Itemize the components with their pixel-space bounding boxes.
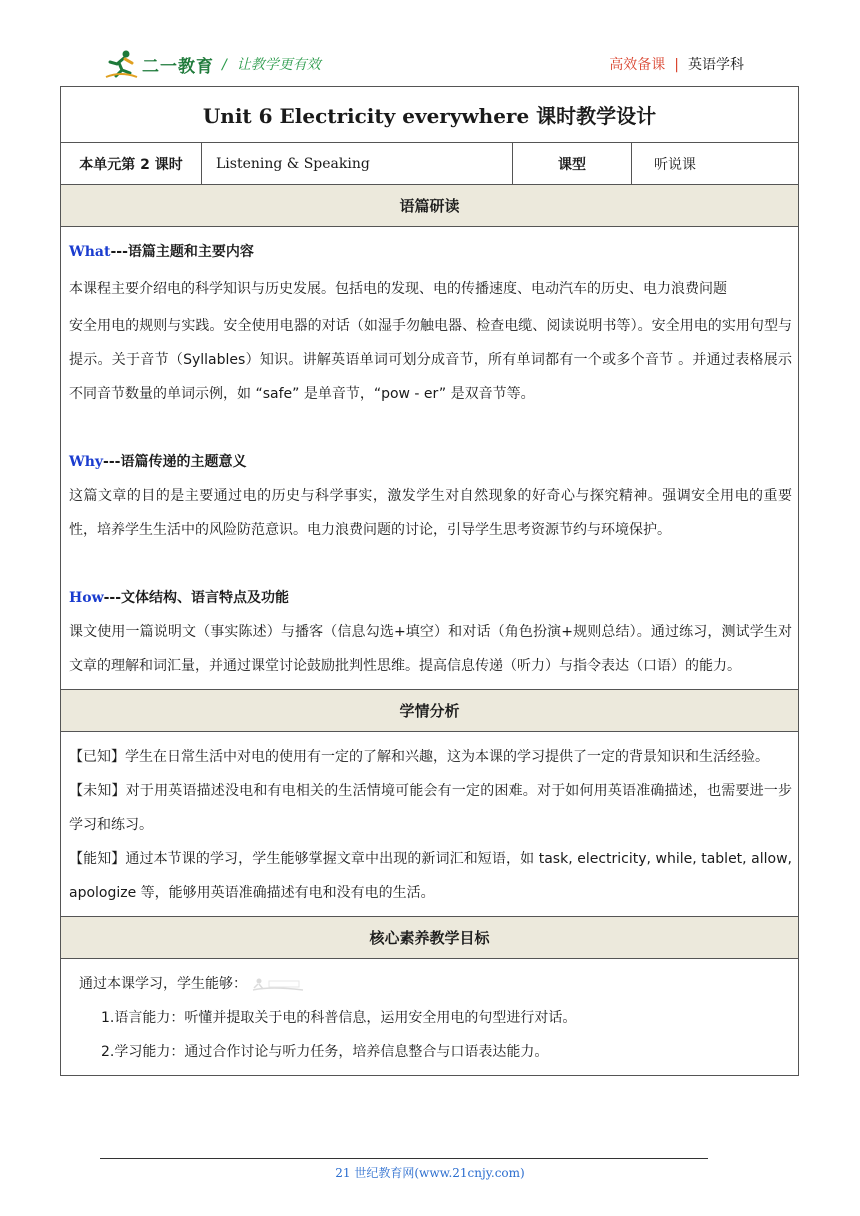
goal-1: 1.语言能力：听懂并提取关于电的科普信息，运用安全用电的句型进行对话。: [101, 1010, 577, 1026]
what-line-1: 本课程主要介绍电的科学知识与历史发展。包括电的发现、电的传播速度、电动汽车的历史、电力浪费问题: [69, 281, 727, 297]
slogan-text: 让教学更有效: [236, 57, 321, 73]
lesson-plan-table: [60, 86, 799, 1076]
page-header: [0, 0, 860, 86]
why-text: 这篇文章的目的是主要通过电的历史与科学事实，激发学生对自然现象的好奇心与探究精神。强调安全用电的重要性，培养学生生活中的风险防范意识。电力浪费问题的讨论，引导学生思考资源节约与环境保护。: [69, 488, 792, 538]
what-line-2: 安全用电的规则与实践。安全使用电器的对话（如湿手勿触电器、检查电缆、阅读说明书等）。安全用电的实用句型与提示。关于音节（Syllables）知识。讲解英语单词可划分成音节，所有单词都有一个或多个音节 。并通过表格展示不同音节数量的单词示例，如 “safe” 是单音节，“pow - er” 是双音节等。: [69, 318, 792, 402]
how-label: How---文体结构、语言特点及功能: [69, 590, 290, 606]
spacer: [69, 411, 792, 445]
header-tag: 高效备课: [609, 57, 666, 73]
header-subject: 英语学科: [688, 57, 744, 73]
section-heading-learner-analysis: 学情分析: [61, 690, 798, 732]
why-label: Why---语篇传递的主题意义: [69, 454, 247, 470]
header-right: [609, 54, 744, 74]
header-separator: |: [674, 57, 679, 73]
type-value: 听说课: [654, 156, 696, 173]
what-label: What---语篇主题和主要内容: [69, 244, 254, 260]
able-text: 【能知】通过本节课的学习，学生能够掌握文章中出现的新词汇和短语，如 task, electricity, while, tablet, allow, apologize 等，能够用英语准确描述有电和没有电的生活。: [69, 851, 792, 901]
type-label: 课型: [513, 143, 632, 184]
slogan: [222, 54, 321, 74]
how-text: 课文使用一篇说明文（事实陈述）与播客（信息勾选+填空）和对话（角色扮演+规则总结）。通过练习，测试学生对文章的理解和词汇量，并通过课堂讨论鼓励批判性思维。提高信息传递（听力）与指令表达（口语）的能力。: [69, 624, 792, 674]
footer-divider: [100, 1158, 708, 1159]
section-heading-text-study: 语篇研读: [61, 185, 798, 227]
info-row: [61, 143, 798, 185]
watermark-logo-icon: [251, 976, 305, 992]
text-study-body: [61, 227, 798, 690]
goals-intro: 通过本课学习，学生能够：: [69, 967, 792, 1001]
section-heading-core-goals: 核心素养教学目标: [61, 917, 798, 959]
goal-2: 2.学习能力：通过合作讨论与听力任务，培养信息整合与口语表达能力。: [101, 1044, 549, 1060]
unknown-text: 【未知】对于用英语描述没电和有电相关的生活情境可能会有一定的困难。对于如何用英语准确描述，也需要进一步学习和练习。: [69, 783, 792, 833]
runner-logo-icon: [104, 49, 138, 79]
known-text: 【已知】学生在日常生活中对电的使用有一定的了解和兴趣，这为本课的学习提供了一定的背景知识和生活经验。: [69, 749, 769, 765]
spacer: [69, 547, 792, 581]
lesson-value: Listening & Speaking: [202, 143, 513, 184]
core-goals-body: [61, 959, 798, 1075]
footer-link[interactable]: 21 世纪教育网(www.21cnjy.com): [335, 1166, 525, 1180]
lesson-label: 本单元第 2 课时: [61, 143, 202, 184]
learner-analysis-body: [61, 732, 798, 917]
title-row: [61, 87, 798, 143]
slash-divider: /: [222, 57, 227, 73]
brand-name: 二一教育: [142, 56, 214, 77]
document-title: Unit 6 Electricity everywhere 课时教学设计: [202, 104, 657, 128]
